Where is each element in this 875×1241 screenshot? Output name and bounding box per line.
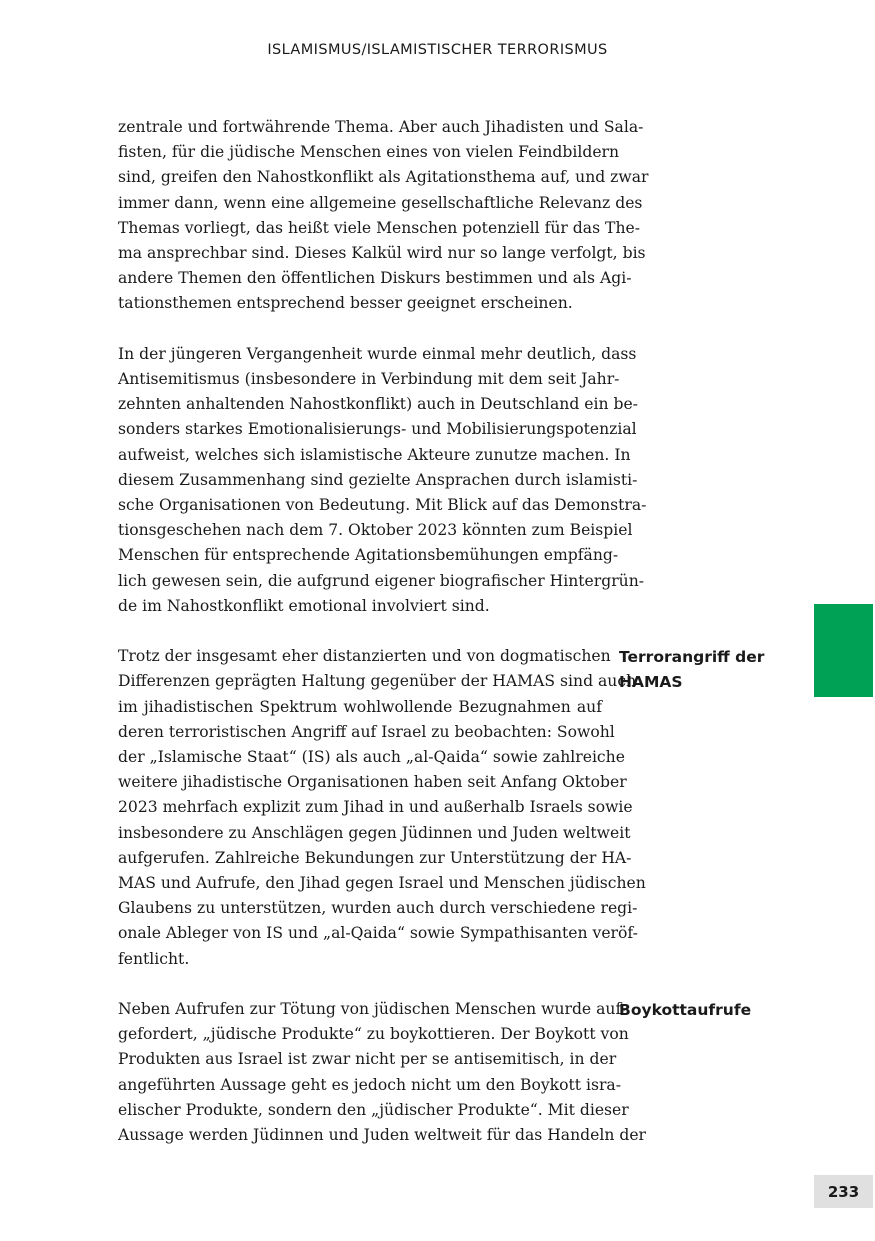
text-line: andere Themen den öffentlichen Diskurs bestimmen und als Agi- <box>118 269 632 288</box>
marginal-heading-line: Terrorangriff der <box>619 648 765 666</box>
text-line: MAS und Aufrufe, den Jihad gegen Israel und Menschen jüdischen <box>118 874 646 893</box>
marginal-heading-line: Boykottaufrufe <box>619 1001 752 1019</box>
page-number <box>814 1175 873 1208</box>
paragraph <box>118 115 649 317</box>
text-line: Antisemitismus (insbesondere in Verbindung mit dem seit Jahr- <box>118 370 620 389</box>
text-line: Glaubens zu unterstützen, wurden auch durch verschiedene regi- <box>118 899 638 918</box>
marginal-heading-terrorangriff <box>619 645 789 695</box>
text-line: Trotz der insgesamt eher distanzierten und von dogmatischen <box>118 647 611 666</box>
text-line: sind, greifen den Nahostkonflikt als Agitationsthema auf, und zwar <box>118 168 649 187</box>
text-line: In der jüngeren Vergangenheit wurde einmal mehr deutlich, dass <box>118 344 637 363</box>
text-line: immer dann, wenn eine allgemeine gesellschaftliche Relevanz des <box>118 193 643 212</box>
text-line: Neben Aufrufen zur Tötung von jüdischen Menschen wurde auf- <box>118 1000 626 1019</box>
text-line: lich gewesen sein, die aufgrund eigener biografischer Hintergrün- <box>118 571 645 590</box>
paragraph <box>118 997 647 1148</box>
paragraph <box>118 342 647 619</box>
text-line: insbesondere zu Anschlägen gegen Jüdinnen und Juden weltweit <box>118 823 631 842</box>
marginal-heading-boykottaufrufe <box>619 998 789 1023</box>
text-line: Aussage werden Jüdinnen und Juden weltweit für das Handeln der <box>118 1126 647 1145</box>
text-line: Themas vorliegt, das heißt viele Menschen potenziell für das The- <box>118 218 640 237</box>
text-line: de im Nahostkonflikt emotional involviert sind. <box>118 596 490 615</box>
text-line: tionsgeschehen nach dem 7. Oktober 2023 könnten zum Beispiel <box>118 521 633 540</box>
text-line: deren terroristischen Angriff auf Israel zu beobachten: Sowohl <box>118 722 615 741</box>
text-line: der „Islamische Staat“ (IS) als auch „al-Qaida“ sowie zahlreiche <box>118 748 625 767</box>
text-line: Menschen für entsprechende Agitationsbemühungen empfäng- <box>118 546 619 565</box>
text-line: angeführten Aussage geht es jedoch nicht um den Boykott isra- <box>118 1075 621 1094</box>
text-line: ma ansprechbar sind. Dieses Kalkül wird nur so lange verfolgt, bis <box>118 244 646 263</box>
text-line: im jihadistischen Spektrum wohlwollende Bezugnahmen auf <box>118 697 602 716</box>
section-tab <box>814 604 873 697</box>
text-line: tationsthemen entsprechend besser geeignet erscheinen. <box>118 294 573 313</box>
text-line: Produkten aus Israel ist zwar nicht per se antisemitisch, in der <box>118 1050 617 1069</box>
running-header: ISLAMISMUS/ISLAMISTISCHER TERRORISMUS <box>267 42 608 58</box>
text-line: gefordert, „jüdische Produkte“ zu boykottieren. Der Boykott von <box>118 1025 629 1044</box>
text-line: fisten, für die jüdische Menschen eines von vielen Feindbildern <box>118 143 620 162</box>
marginal-heading-line: HAMAS <box>619 673 683 692</box>
text-line: aufweist, welches sich islamistische Akteure zunutze machen. In <box>118 445 631 464</box>
text-line: zentrale und fortwährende Thema. Aber auch Jihadisten und Sala- <box>118 118 644 136</box>
text-line: fentlicht. <box>118 949 190 968</box>
text-line: 2023 mehrfach explizit zum Jihad in und außerhalb Israels sowie <box>118 798 633 817</box>
page-number-text: 233 <box>827 1182 860 1201</box>
text-line: aufgerufen. Zahlreiche Bekundungen zur Unterstützung der HA- <box>118 848 632 867</box>
text-line: weitere jihadistische Organisationen haben seit Anfang Oktober <box>118 773 627 792</box>
text-line: sonders starkes Emotionalisierungs- und Mobilisierungspotenzial <box>118 420 637 439</box>
text-line: elischer Produkte, sondern den „jüdischer Produkte“. Mit dieser <box>118 1100 629 1119</box>
text-line: sche Organisationen von Bedeutung. Mit Blick auf das Demonstra- <box>118 496 647 515</box>
text-line: Differenzen geprägten Haltung gegenüber der HAMAS sind auch <box>118 672 637 691</box>
text-line: zehnten anhaltenden Nahostkonflikt) auch in Deutschland ein be- <box>118 395 638 414</box>
text-line: onale Ableger von IS und „al-Qaida“ sowie Sympathisanten veröf- <box>118 924 638 943</box>
text-line: diesem Zusammenhang sind gezielte Ansprachen durch islamisti- <box>118 470 638 489</box>
body-text <box>118 115 649 1173</box>
paragraph <box>118 644 646 972</box>
